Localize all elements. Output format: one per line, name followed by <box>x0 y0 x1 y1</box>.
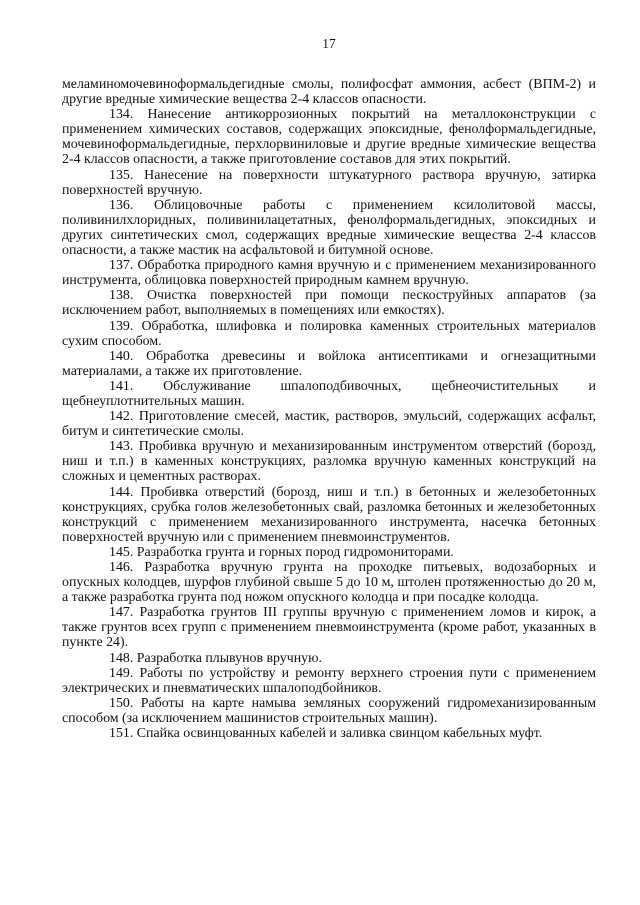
list-item-137: 137. Обработка природного камня вручную и с применением механизированного инструмента, облицовка поверхностей природным камнем вручную. <box>62 258 596 289</box>
list-item-135: 135. Нанесение на поверхности штукатурного раствора вручную, затирка поверхностей вручную. <box>62 167 596 198</box>
page-number: 17 <box>322 36 336 51</box>
list-item-136: 136. Облицовочные работы с применением ксилолитовой массы, поливинилхлоридных, поливинилацетатных, фенолформальдегидных, эпоксидных и других синтетических смол, содержащих вредные химические вещества 2-4 классов опасности, а также мастик на асфальтовой и битумной основе. <box>62 197 596 259</box>
list-item-145: 145. Разработка грунта и горных пород гидромониторами. <box>109 544 454 560</box>
list-item-141: 141. Обслуживание шпалоподбивочных, щебнеочистительных и щебнеуплотнительных машин. <box>62 378 596 409</box>
list-item-139: 139. Обработка, шлифовка и полировка каменных строительных материалов сухим способом. <box>62 318 596 349</box>
list-item-134: 134. Нанесение антикоррозионных покрытий на металлоконструкции с применением химических составов, содержащих эпоксидные, фенолформальдегидные, мочевиноформальдегидные, перхлорвиниловые и другие вредные химические вещества 2-4 классов опасности, а также приготовление составов для этих покрытий. <box>62 107 596 168</box>
document-body <box>62 77 596 741</box>
list-item-140: 140. Обработка древесины и войлока антисептиками и огнезащитными материалами, а также их приготовление. <box>62 348 596 379</box>
list-item-138: 138. Очистка поверхностей при помощи пескоструйных аппаратов (за исключением работ, выполняемых в помещениях или емкостях). <box>62 288 596 319</box>
list-item-143: 143. Пробивка вручную и механизированным инструментом отверстий (борозд, ниш и т.п.) в каменных конструкциях, разломка вручную каменных конструкций на сложных и цементных растворах. <box>62 439 596 485</box>
list-item-147: 147. Разработка грунтов III группы вручную с применением ломов и кирок, а также грунтов всех групп с применением пневмоинструмента (кроме работ, указанных в пункте 24). <box>62 605 596 651</box>
list-item-144: 144. Пробивка отверстий (борозд, ниш и т.п.) в бетонных и железобетонных конструкциях, срубка голов железобетонных свай, разломка бетонных и железобетонных конструкций с применением механизированного инструмента, насечка бетонных поверхностей вручную или с применением пневмоинструментов. <box>62 484 596 545</box>
list-item-151: 151. Спайка освинцованных кабелей и заливка свинцом кабельных муфт. <box>109 726 543 742</box>
list-item-148: 148. Разработка плывунов вручную. <box>109 650 322 666</box>
list-item-150: 150. Работы на карте намыва земляных сооружений гидромеханизированным способом (за исключением машинистов строительных машин). <box>62 695 596 726</box>
list-item-146: 146. Разработка вручную грунта на проходке питьевых, водозаборных и опускных колодцев, шурфов глубиной свыше 5 до 10 м, штолен протяженностью до 20 м, а также разработка грунта под ножом опускного колодца и при посадке колодца. <box>62 560 596 606</box>
list-item-142: 142. Приготовление смесей, мастик, растворов, эмульсий, содержащих асфальт, битум и синтетические смолы. <box>62 409 596 440</box>
paragraph-continuation: меламиномочевиноформальдегидные смолы, полифосфат аммония, асбест (ВПМ-2) и другие вредные химические вещества 2-4 классов опасности. <box>62 77 596 108</box>
list-item-149: 149. Работы по устройству и ремонту верхнего строения пути с применением электрических и пневматических шпалоподбойников. <box>62 665 596 696</box>
